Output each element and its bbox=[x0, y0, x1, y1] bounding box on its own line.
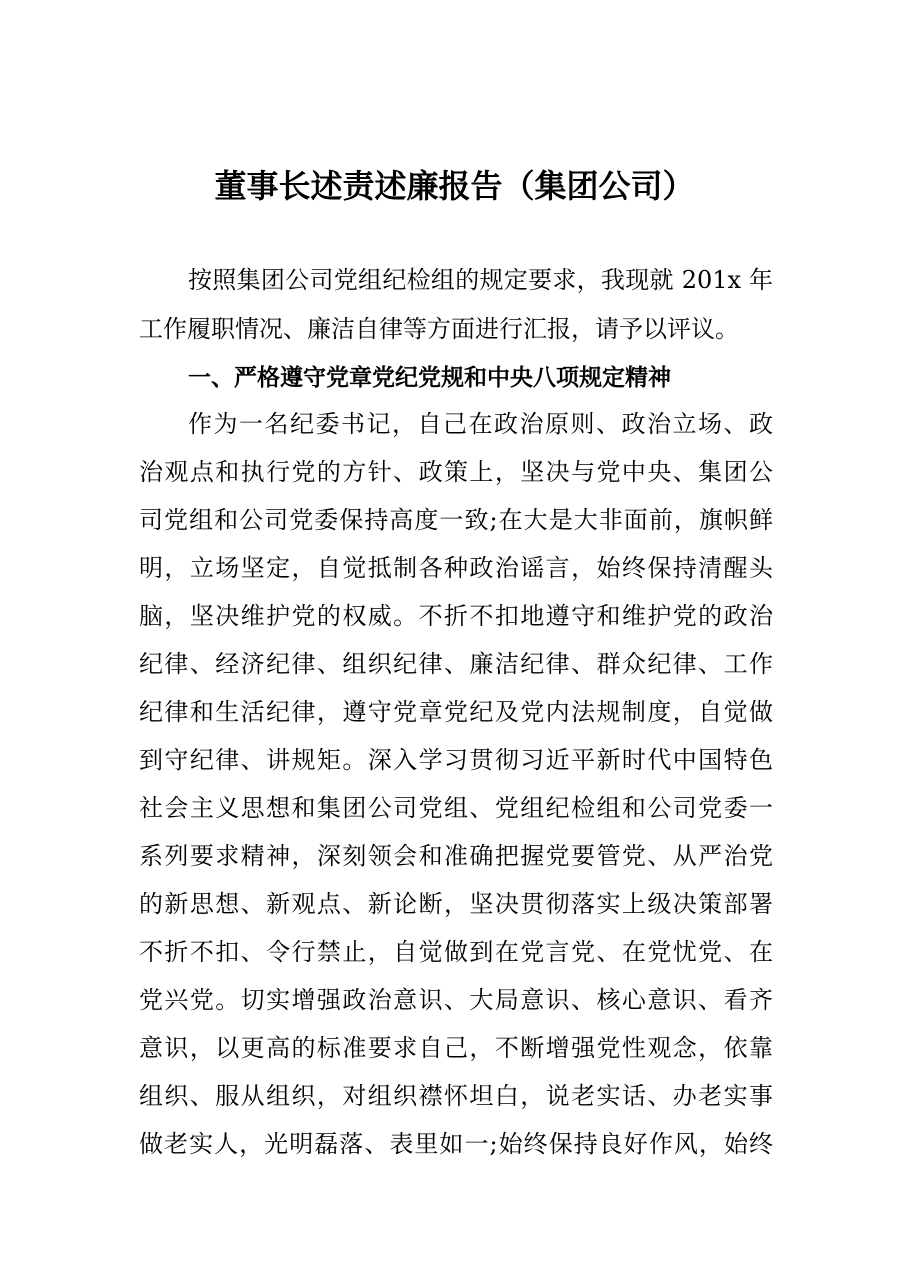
body-line: 党兴党。切实增强政治意识、大局意识、核心意识、看齐 bbox=[139, 986, 773, 1014]
document-title: 董事长述责述廉报告（集团公司） bbox=[214, 167, 695, 205]
body-line: 司党组和公司党委保持高度一致;在大是大非面前，旗帜鲜 bbox=[139, 506, 773, 534]
body-line: 治观点和执行党的方针、政策上，坚决与党中央、集团公 bbox=[139, 458, 773, 486]
body-line: 系列要求精神，深刻领会和准确把握党要管党、从严治党 bbox=[139, 842, 773, 870]
intro-line: 按照集团公司党组纪检组的规定要求，我现就 201x 年 bbox=[188, 266, 773, 294]
body-line: 作为一名纪委书记，自己在政治原则、政治立场、政 bbox=[188, 410, 773, 438]
body-line: 脑，坚决维护党的权威。不折不扣地遵守和维护党的政治 bbox=[139, 602, 773, 630]
body-line: 组织、服从组织，对组织襟怀坦白，说老实话、办老实事 bbox=[139, 1082, 773, 1110]
body-line: 明，立场坚定，自觉抵制各种政治谣言，始终保持清醒头 bbox=[139, 554, 773, 582]
body-line: 社会主义思想和集团公司党组、党组纪检组和公司党委一 bbox=[139, 794, 773, 822]
body-line: 的新思想、新观点、新论断，坚决贯彻落实上级决策部署 bbox=[139, 890, 773, 918]
body-line: 纪律和生活纪律，遵守党章党纪及党内法规制度，自觉做 bbox=[139, 698, 773, 726]
section-heading: 一、严格遵守党章党纪党规和中央八项规定精神 bbox=[188, 365, 671, 391]
body-line: 到守纪律、讲规矩。深入学习贯彻习近平新时代中国特色 bbox=[139, 746, 773, 774]
body-line: 纪律、经济纪律、组织纪律、廉洁纪律、群众纪律、工作 bbox=[139, 650, 773, 678]
body-line: 做老实人，光明磊落、表里如一;始终保持良好作风，始终 bbox=[139, 1130, 773, 1158]
body-line: 不折不扣、令行禁止，自觉做到在党言党、在党忧党、在 bbox=[139, 938, 773, 966]
body-line: 意识，以更高的标准要求自己，不断增强党性观念，依靠 bbox=[139, 1034, 773, 1062]
intro-line: 工作履职情况、廉洁自律等方面进行汇报，请予以评议。 bbox=[139, 315, 739, 343]
